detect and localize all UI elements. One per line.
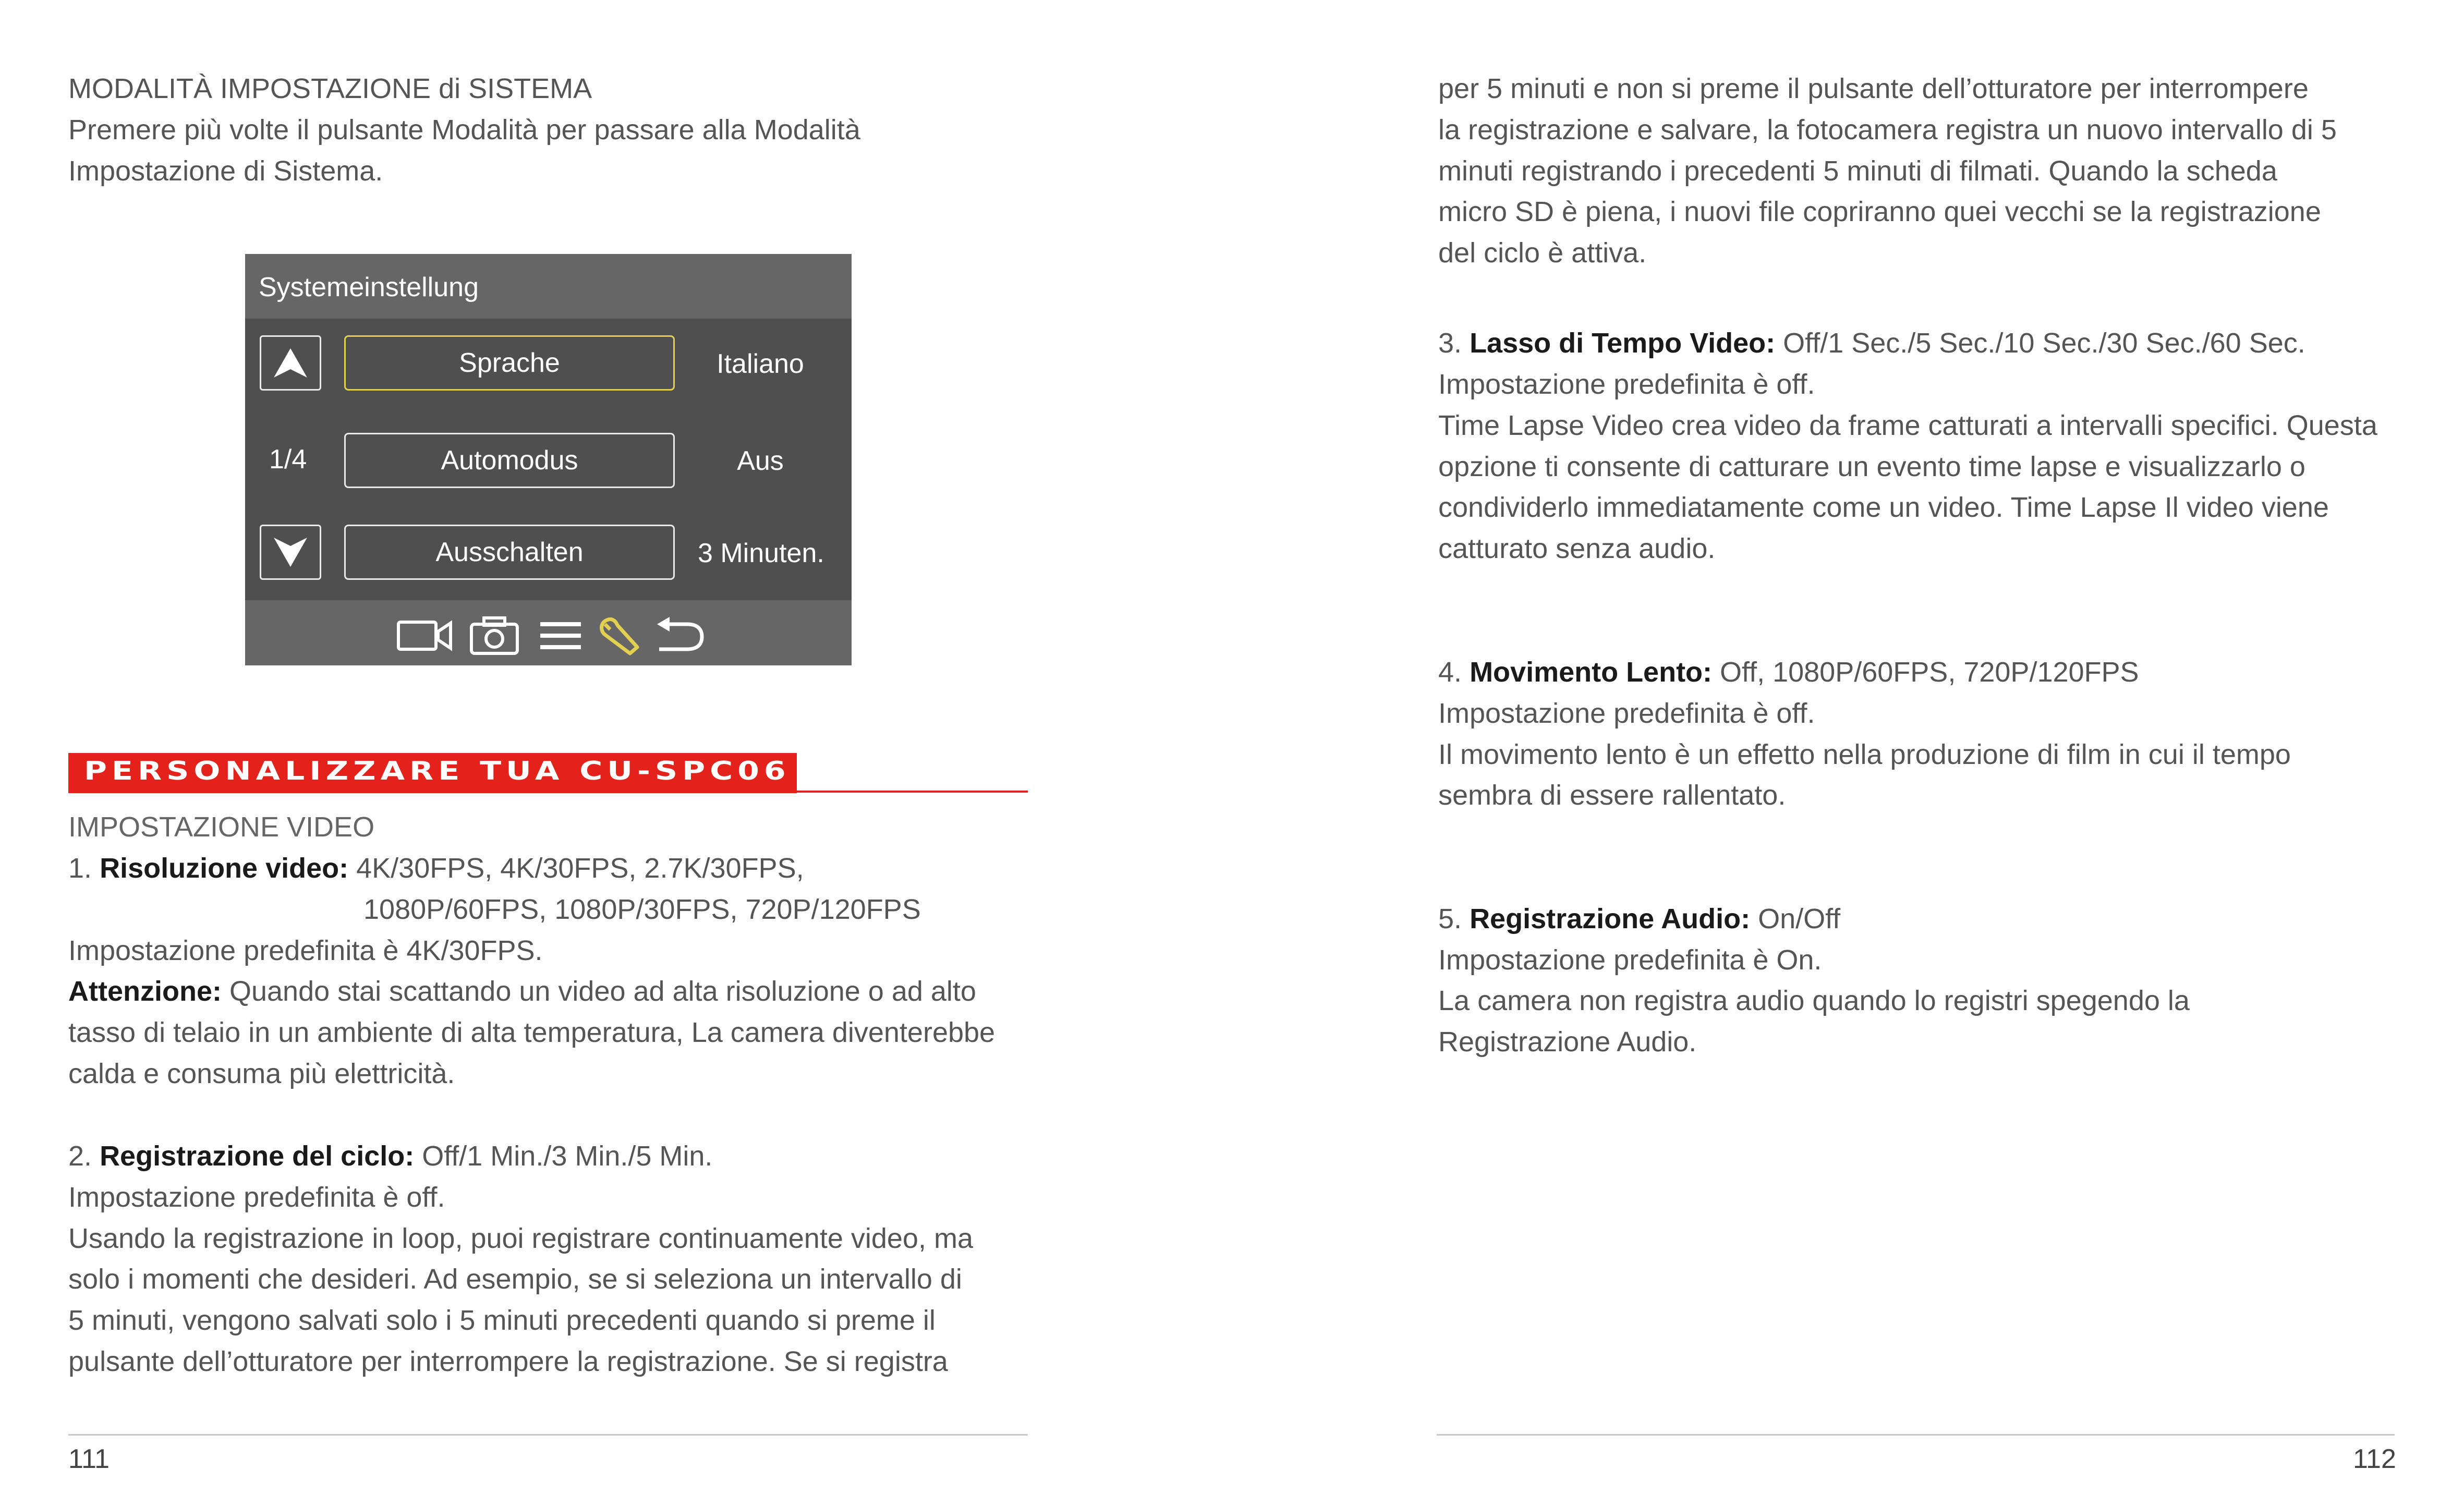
- item4-desc-1: Il movimento lento è un effetto nella produzione di film in cui il tempo: [1438, 739, 2291, 770]
- cont-line-3: minuti registrando i precedenti 5 minuti di filmati. Quando la scheda: [1438, 155, 2277, 187]
- option-automode: Automodus: [344, 433, 675, 488]
- note-label: Attenzione:: [68, 976, 222, 1007]
- camera-settings-screen: [245, 254, 852, 665]
- intro-line-2: Impostazione di Sistema.: [68, 155, 383, 187]
- item1-note-line-1: [68, 971, 976, 1012]
- item4-values: Off, 1080P/60FPS, 720P/120FPS: [1720, 657, 2139, 688]
- subheading: IMPOSTAZIONE VIDEO: [68, 811, 375, 843]
- item2-desc-2: solo i momenti che desideri. Ad esempio, se si seleziona un intervallo di: [68, 1264, 962, 1295]
- option-automode-value: Aus: [737, 446, 784, 476]
- arrow-down-icon: [261, 526, 320, 578]
- item2-line: [68, 1136, 712, 1177]
- option-language: Sprache: [344, 335, 675, 391]
- item4-desc-2: sembra di essere rallentato.: [1438, 780, 1786, 811]
- item2-desc-1: Usando la registrazione in loop, puoi registrare continuamente video, ma: [68, 1223, 973, 1254]
- option-language-value: Italiano: [717, 349, 804, 379]
- item5-line: [1438, 898, 1840, 940]
- item3-number: 3.: [1438, 327, 1462, 359]
- footer-rule-left: [68, 1434, 1028, 1436]
- video-camera-icon: [396, 615, 454, 657]
- menu-icon: [538, 615, 583, 657]
- item5-desc-1: La camera non registra audio quando lo registri spegendo la: [1438, 985, 2190, 1016]
- section-heading: MODALITÀ IMPOSTAZIONE di SISTEMA: [68, 73, 592, 104]
- item1-values-1: 4K/30FPS, 4K/30FPS, 2.7K/30FPS,: [356, 853, 804, 884]
- screen-header: [245, 254, 852, 319]
- item1-line: [68, 848, 804, 889]
- item2-values: Off/1 Min./3 Min./5 Min.: [422, 1140, 713, 1172]
- item1-title: Risoluzione video:: [100, 853, 349, 884]
- intro-line-1: Premere più volte il pulsante Modalità per passare alla Modalità: [68, 114, 860, 145]
- item2-desc-3: 5 minuti, vengono salvati solo i 5 minuti precedenti quando si preme il: [68, 1305, 936, 1336]
- item1-default: Impostazione predefinita è 4K/30FPS.: [68, 935, 543, 966]
- cont-line-2: la registrazione e salvare, la fotocamera registra un nuovo intervallo di 5: [1438, 114, 2337, 145]
- note-text-1: Quando stai scattando un video ad alta risoluzione o ad alto: [229, 976, 976, 1007]
- cont-line-5: del ciclo è attiva.: [1438, 237, 1647, 269]
- cont-line-1: per 5 minuti e non si preme il pulsante dell’otturatore per interrompere: [1438, 73, 2309, 104]
- item1-values-2: 1080P/60FPS, 1080P/30FPS, 720P/120FPS: [363, 894, 921, 925]
- item1-number: 1.: [68, 853, 92, 884]
- item3-desc-3: condividerlo immediatamente come un video. Time Lapse Il video viene: [1438, 492, 2329, 523]
- item2-title: Registrazione del ciclo:: [100, 1140, 415, 1172]
- item5-title: Registrazione Audio:: [1470, 903, 1751, 934]
- item5-number: 5.: [1438, 903, 1462, 934]
- banner-title: PERSONALIZZARE TUA CU-SPC06: [84, 756, 791, 786]
- item3-desc-4: catturato senza audio.: [1438, 533, 1716, 564]
- right-page: [1232, 0, 2464, 1506]
- photo-camera-icon: [468, 615, 520, 657]
- item4-title: Movimento Lento:: [1470, 657, 1713, 688]
- wrench-icon: [598, 615, 642, 657]
- page-number-left: 111: [68, 1444, 110, 1474]
- item2-number: 2.: [68, 1140, 92, 1172]
- item1-note-line-3: calda e consuma più elettricità.: [68, 1058, 455, 1089]
- item3-title: Lasso di Tempo Video:: [1470, 327, 1776, 359]
- return-icon: [654, 615, 706, 657]
- item3-default: Impostazione predefinita è off.: [1438, 369, 1815, 400]
- section-banner: [68, 753, 797, 793]
- item3-desc-1: Time Lapse Video crea video da frame catturati a intervalli specifici. Questa: [1438, 410, 2377, 441]
- item5-desc-2: Registrazione Audio.: [1438, 1026, 1697, 1058]
- arrow-up-icon: [261, 337, 320, 389]
- item5-default: Impostazione predefinita è On.: [1438, 944, 1822, 976]
- screen-title: Systemeinstellung: [259, 272, 479, 302]
- item3-values: Off/1 Sec./5 Sec./10 Sec./30 Sec./60 Sec.: [1783, 327, 2305, 359]
- item4-line: [1438, 652, 2139, 693]
- item1-note-line-2: tasso di telaio in un ambiente di alta temperatura, La camera diventerebbe: [68, 1017, 996, 1048]
- scroll-up-button: [260, 335, 321, 391]
- option-poweroff-value: 3 Minuten.: [698, 538, 824, 568]
- scroll-down-button: [260, 525, 321, 580]
- item4-number: 4.: [1438, 657, 1462, 688]
- item2-desc-4: pulsante dell’otturatore per interrompere la registrazione. Se si registra: [68, 1346, 948, 1377]
- item3-line: [1438, 323, 2305, 364]
- item5-values: On/Off: [1758, 903, 1841, 934]
- item4-default: Impostazione predefinita è off.: [1438, 698, 1815, 729]
- footer-rule-right: [1437, 1434, 2395, 1436]
- item3-desc-2: opzione ti consente di catturare un evento time lapse e visualizzarlo o: [1438, 451, 2305, 482]
- option-poweroff: Ausschalten: [344, 525, 675, 580]
- page-number-right: 112: [2353, 1444, 2396, 1474]
- cont-line-4: micro SD è piena, i nuovi file copriranno quei vecchi se la registrazione: [1438, 196, 2321, 227]
- item2-default: Impostazione predefinita è off.: [68, 1182, 445, 1213]
- page-indicator: 1/4: [269, 444, 307, 475]
